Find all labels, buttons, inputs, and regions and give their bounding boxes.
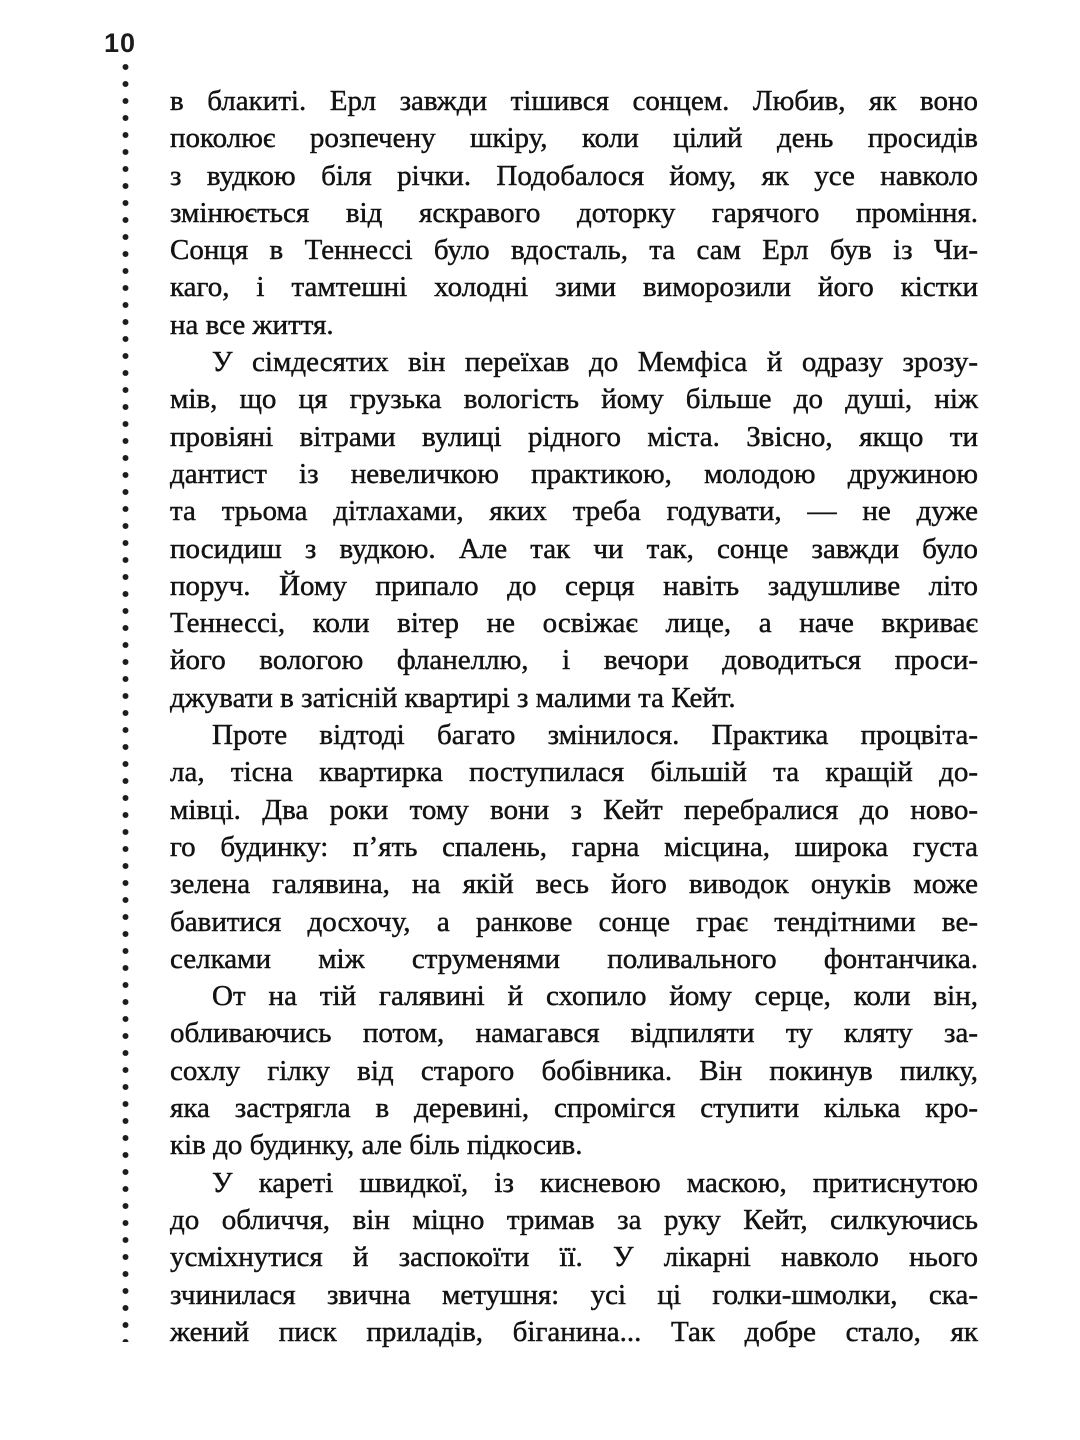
text-line: го будинку: п’ять спалень, гарна місцина, широка густа xyxy=(170,830,978,863)
text-line: У кареті швидкої, із кисневою маскою, притиснутою xyxy=(212,1166,978,1199)
text-line: в блакиті. Ерл завжди тішився сонцем. Любив, як воно xyxy=(170,85,978,117)
text-line: зчинилася звична метушня: усі ці голки-шмолки, ска- xyxy=(170,1278,978,1311)
text-line: каго, і тамтешні холодні зими виморозили його кістки xyxy=(170,271,978,304)
text-line: ків до будинку, але біль підкосив. xyxy=(170,1129,583,1162)
text-line: поруч. Йому припало до серця навіть задушливе літо xyxy=(170,569,978,602)
text-line: на все життя. xyxy=(170,308,334,341)
text-line: його вологою фланеллю, і вечори доводиться проси- xyxy=(170,644,978,677)
text-line: жений писк приладів, біганина... Так добре стало, як xyxy=(170,1315,978,1348)
text-line: Сонця в Теннессі було вдосталь, та сам Ерл був із Чи- xyxy=(170,234,978,267)
page-number: 10 xyxy=(104,28,137,58)
text-line: мівці. Два роки тому вони з Кейт перебралися до ново- xyxy=(170,793,978,826)
text-line: та трьома дітлахами, яких треба годувати, — не дуже xyxy=(170,495,978,528)
text-line: усміхнутися й заспокоїти її. У лікарні навколо нього xyxy=(170,1241,978,1274)
text-line: яка застрягла в деревині, спромігся ступити кілька кро- xyxy=(170,1092,978,1125)
text-line: мів, що ця грузька вологість йому більше до душі, ніж xyxy=(170,383,978,416)
text-line: селками між струменями поливального фонтанчика. xyxy=(170,942,978,975)
text-line: дантист із невеличкою практикою, молодою дружиною xyxy=(170,457,978,490)
text-line: Теннессі, коли вітер не освіжає лице, а наче вкриває xyxy=(170,607,978,640)
text-line: У сімдесятих він переїхав до Мемфіса й одразу зрозу- xyxy=(212,346,978,379)
text-line: ла, тісна квартирка поступилася більшій та кращій до- xyxy=(170,756,978,789)
text-line: провіяні вітрами вулиці рідного міста. Звісно, якщо ти xyxy=(170,420,978,453)
text-line: змінюється від яскравого доторку гарячого проміння. xyxy=(170,196,978,229)
text-line: поколює розпечену шкіру, коли цілий день просидів xyxy=(170,122,978,155)
text-line: От на тій галявині й схопило йому серце, коли він, xyxy=(212,980,978,1013)
page-text-block xyxy=(170,83,978,1351)
text-line: бавитися досхочу, а ранкове сонце грає тендітними ве- xyxy=(170,905,978,938)
text-line: Проте відтоді багато змінилося. Практика процвіта- xyxy=(212,719,978,752)
text-line: з вудкою біля річки. Подобалося йому, як усе навколо xyxy=(170,159,978,192)
text-line: посидиш з вудкою. Але так чи так, сонце завжди було xyxy=(170,532,978,565)
text-line: зелена галявина, на якій весь його виводок онуків може xyxy=(170,868,978,901)
text-line: джувати в затісній квартирі з малими та Кейт. xyxy=(170,681,736,714)
binding-dots-divider xyxy=(121,62,130,1342)
text-line: до обличчя, він міцно тримав за руку Кейт, силкуючись xyxy=(170,1203,978,1236)
text-line: сохлу гілку від старого бобівника. Він покинув пилку, xyxy=(170,1054,978,1087)
text-line: обливаючись потом, намагався відпиляти ту кляту за- xyxy=(170,1017,978,1050)
